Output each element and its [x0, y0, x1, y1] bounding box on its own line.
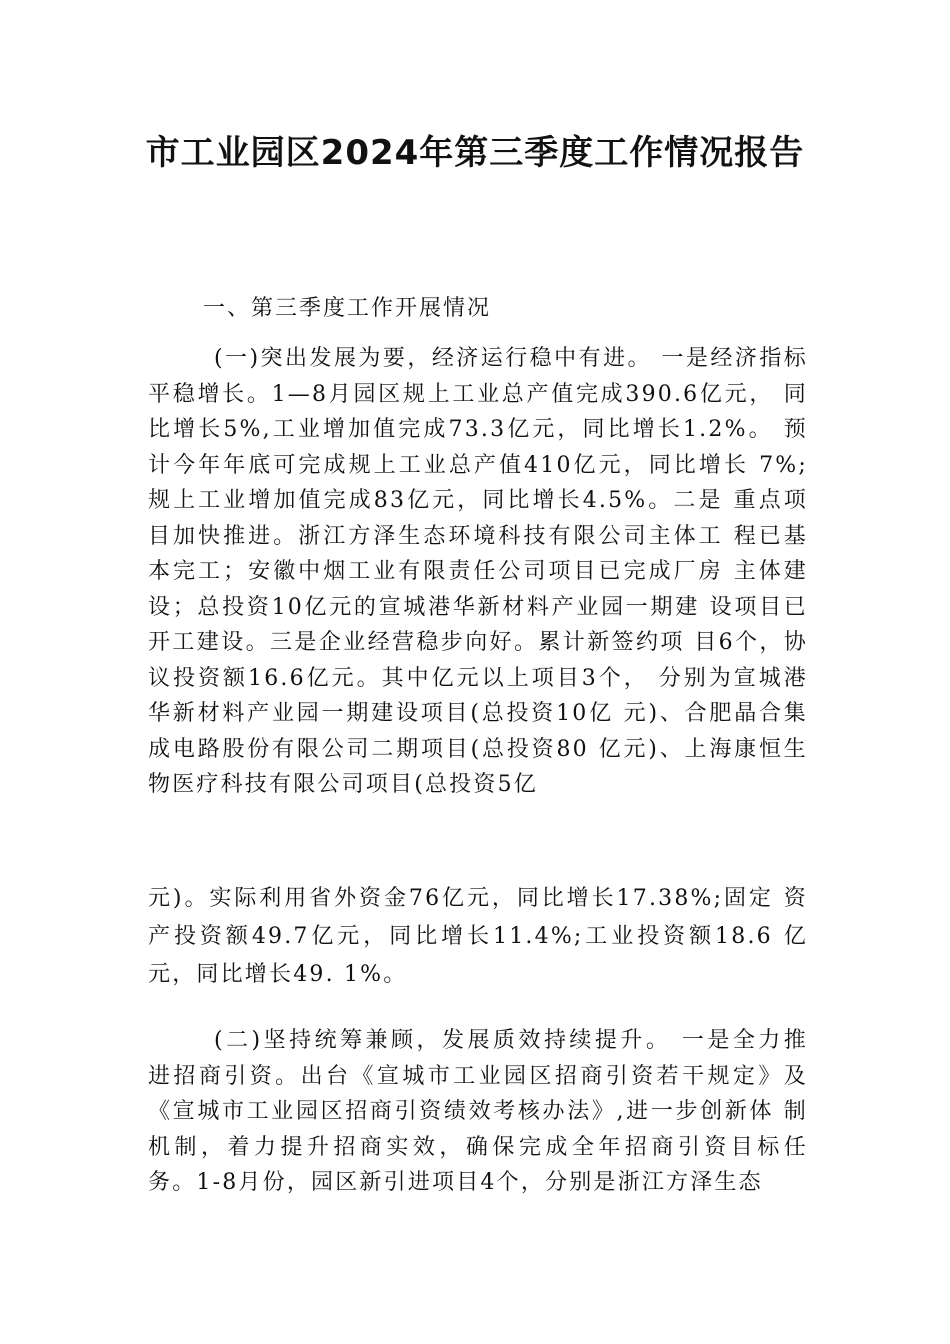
paragraph-development-quality: (二)坚持统筹兼顾，发展质效持续提升。 一是全力推 进招商引资。出台《宣城市工业园区招商引资若干规定》及 《宣城市工业园区招商引资绩效考核办法》,进一步创新体 制机制，着力提升招商实效，确保完成全年招商引资目标任 务。1-8月份，园区新引进项目4个，分别是浙江方泽生态 — [148, 1028, 808, 1195]
section-heading: 一、第三季度工作开展情况 — [203, 296, 492, 321]
paragraph-economic-operation: (一)突出发展为要，经济运行稳中有进。 一是经济指标平稳增长。1—8月园区规上工业总产值完成390.6亿元， 同比增长5%,工业增加值完成73.3亿元，同比增长1.2%。 预计今年年底可完成规上工业总产值410亿元，同比增长 7%;规上工业增加值完成83亿元，同比增长4.5%。二是 重点项目加快推进。浙江方泽生态环境科技有限公司主体工 程已基本完工；安徽中烟工业有限责任公司项目已完成厂房 主体建设；总投资10亿元的宣城港华新材料产业园一期建 设项目已开工建设。三是企业经营稳步向好。累计新签约项 目6个，协议投资额16.6亿元。其中亿元以上项目3个， 分别为宣城港华新材料产业园一期建设项目(总投资10亿 元)、合肥晶合集成电路股份有限公司二期项目(总投资80 亿元)、上海康恒生物医疗科技有限公司项目(总投资5亿 — [148, 346, 808, 797]
document-title: 市工业园区2024年第三季度工作情况报告 — [145, 133, 805, 173]
paragraph-investment-figures: 元)。实际利用省外资金76亿元，同比增长17.38%;固定 资产投资额49.7亿元，同比增长11.4%;工业投资额18.6 亿元，同比增长49. 1%。 — [148, 886, 808, 987]
